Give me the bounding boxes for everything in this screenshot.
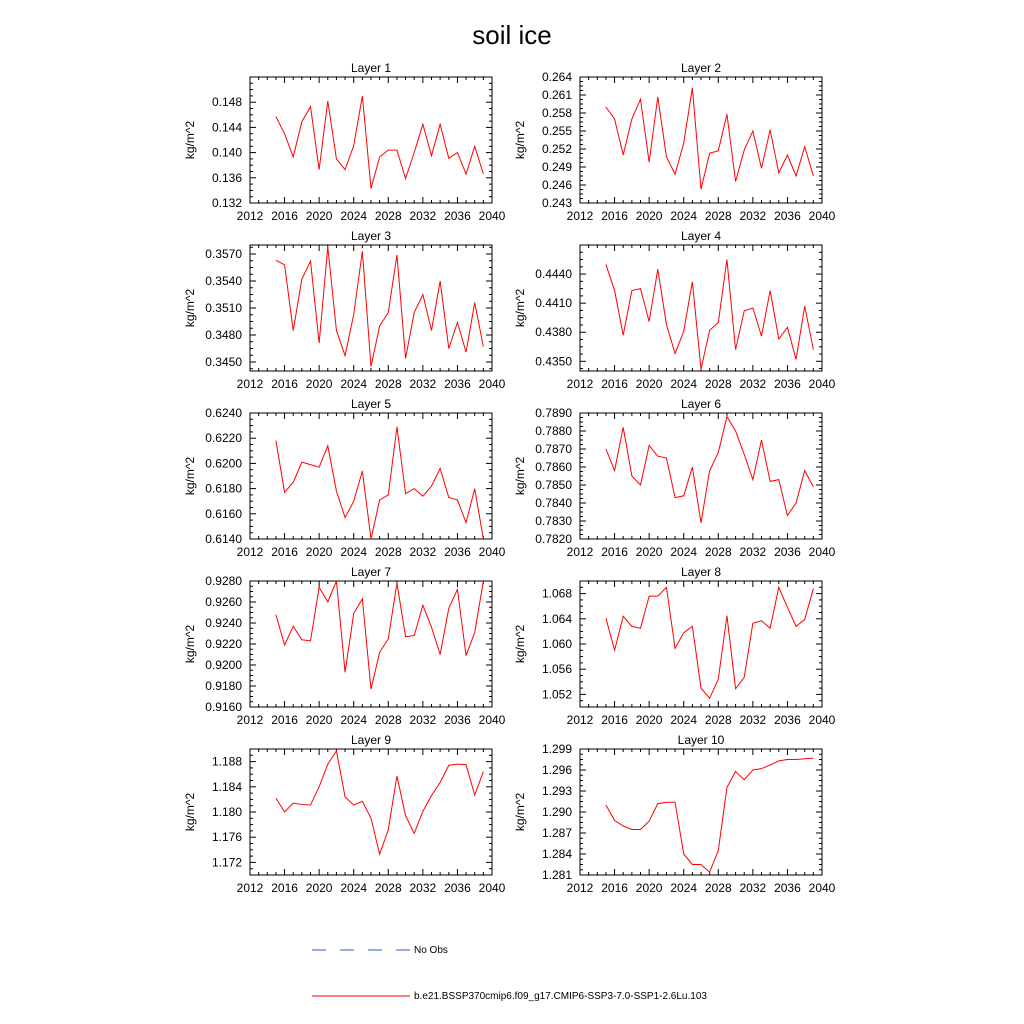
x-tick-label: 2036	[444, 713, 471, 727]
x-tick-label: 2020	[305, 209, 333, 223]
y-tick-label: 0.9240	[205, 616, 242, 630]
y-tick-label: 0.7830	[535, 514, 572, 528]
panel-layer-10	[513, 733, 836, 895]
y-tick-label: 1.284	[541, 847, 572, 861]
x-tick-label: 2036	[774, 377, 801, 391]
y-axis-label: kg/m^2	[183, 288, 197, 328]
y-tick-label: 0.4440	[535, 267, 572, 282]
x-tick-label: 2020	[635, 713, 663, 727]
y-tick-label: 0.7880	[535, 424, 572, 438]
y-axis-label: kg/m^2	[513, 456, 527, 496]
y-tick-label: 0.249	[541, 160, 572, 174]
y-tick-label: 0.132	[211, 196, 242, 210]
plot-frame	[250, 245, 492, 371]
x-tick-label: 2012	[236, 209, 264, 223]
x-tick-label: 2028	[704, 713, 732, 727]
x-tick-label: 2016	[271, 209, 298, 223]
y-tick-label: 0.9260	[205, 595, 242, 609]
x-tick-label: 2020	[305, 713, 333, 727]
x-tick-label: 2036	[774, 713, 801, 727]
x-tick-label: 2028	[704, 881, 732, 895]
x-tick-label: 2032	[409, 209, 437, 223]
y-tick-label: 0.7820	[535, 532, 572, 546]
x-tick-label: 2016	[601, 881, 628, 895]
y-tick-label: 0.3570	[205, 247, 242, 261]
y-tick-label: 0.6240	[205, 406, 242, 420]
y-tick-label: 0.6140	[205, 532, 242, 546]
panel-title: Layer 6	[680, 397, 722, 411]
series-line	[276, 581, 483, 689]
y-tick-label: 1.052	[541, 687, 572, 702]
y-axis-label: kg/m^2	[183, 624, 197, 664]
x-tick-label: 2028	[704, 209, 732, 223]
x-tick-label: 2012	[566, 545, 594, 559]
x-tick-label: 2012	[236, 545, 264, 559]
x-tick-label: 2020	[635, 209, 663, 223]
y-tick-label: 0.148	[211, 95, 242, 110]
y-tick-label: 1.068	[541, 586, 572, 601]
x-tick-label: 2032	[739, 545, 767, 559]
y-tick-label: 0.7860	[535, 460, 572, 474]
y-tick-label: 0.264	[541, 70, 572, 84]
y-tick-label: 0.7840	[535, 496, 572, 510]
x-tick-label: 2036	[444, 545, 471, 559]
panel-layer-9	[183, 733, 506, 895]
y-tick-label: 1.064	[541, 611, 572, 626]
panel-title: Layer 4	[680, 229, 722, 243]
y-tick-label: 1.172	[211, 855, 242, 870]
panel-layer-5	[183, 397, 506, 559]
y-tick-label: 0.144	[211, 120, 242, 135]
y-axis-label: kg/m^2	[513, 792, 527, 832]
x-tick-label: 2016	[601, 209, 628, 223]
x-tick-label: 2028	[374, 377, 402, 391]
x-tick-label: 2036	[774, 545, 801, 559]
y-tick-label: 0.6200	[205, 456, 242, 471]
y-tick-label: 0.4350	[535, 354, 572, 369]
x-tick-label: 2036	[444, 209, 471, 223]
y-tick-label: 0.9280	[205, 574, 242, 588]
x-tick-label: 2016	[271, 881, 298, 895]
x-tick-label: 2032	[739, 209, 767, 223]
y-tick-label: 0.9180	[205, 679, 242, 693]
x-tick-label: 2016	[271, 377, 298, 391]
x-tick-label: 2040	[808, 377, 836, 391]
x-tick-label: 2012	[236, 377, 264, 391]
y-tick-label: 0.6220	[205, 431, 242, 446]
y-tick-label: 1.281	[541, 868, 572, 882]
x-tick-label: 2016	[601, 377, 628, 391]
x-tick-label: 2024	[340, 209, 368, 223]
y-axis-label: kg/m^2	[183, 792, 197, 832]
x-tick-label: 2012	[236, 713, 264, 727]
x-tick-label: 2032	[409, 713, 437, 727]
series-line	[606, 587, 813, 698]
x-tick-label: 2032	[409, 881, 437, 895]
y-tick-label: 0.9160	[205, 700, 242, 714]
x-tick-label: 2016	[271, 545, 298, 559]
y-tick-label: 0.243	[541, 196, 572, 210]
x-tick-label: 2020	[635, 377, 663, 391]
x-tick-label: 2028	[374, 713, 402, 727]
plot-frame	[580, 245, 822, 371]
x-tick-label: 2020	[305, 545, 333, 559]
x-tick-label: 2040	[478, 881, 506, 895]
x-tick-label: 2024	[340, 377, 368, 391]
x-tick-label: 2040	[478, 209, 506, 223]
series-line	[276, 427, 483, 539]
x-tick-label: 2040	[478, 713, 506, 727]
series-line	[276, 751, 483, 854]
y-tick-label: 0.7870	[535, 442, 572, 456]
series-line	[276, 247, 483, 367]
y-tick-label: 0.9220	[205, 637, 242, 651]
y-axis-label: kg/m^2	[513, 288, 527, 328]
y-tick-label: 0.3450	[205, 355, 242, 369]
legend	[312, 945, 707, 1002]
y-axis-label: kg/m^2	[183, 120, 197, 160]
panel-title: Layer 8	[680, 565, 722, 579]
series-line	[606, 88, 813, 189]
x-tick-label: 2040	[808, 545, 836, 559]
x-tick-label: 2028	[374, 209, 402, 223]
panel-title: Layer 2	[680, 61, 722, 75]
y-tick-label: 0.252	[541, 142, 572, 156]
y-tick-label: 0.136	[211, 170, 242, 185]
x-tick-label: 2012	[566, 713, 594, 727]
y-tick-label: 0.6160	[205, 506, 242, 521]
y-tick-label: 0.7850	[535, 478, 572, 492]
y-tick-label: 0.261	[541, 88, 572, 102]
y-tick-label: 1.188	[211, 754, 242, 769]
x-tick-label: 2020	[305, 377, 333, 391]
y-tick-label: 0.3510	[205, 301, 242, 315]
y-tick-label: 0.255	[541, 124, 572, 138]
y-tick-label: 1.176	[211, 830, 242, 845]
y-tick-label: 0.7890	[535, 406, 572, 420]
y-tick-label: 1.060	[541, 637, 572, 651]
x-tick-label: 2024	[670, 545, 698, 559]
y-tick-label: 0.3540	[205, 274, 242, 288]
x-tick-label: 2012	[566, 209, 594, 223]
panel-layer-2	[513, 61, 836, 223]
y-tick-label: 0.246	[541, 178, 572, 192]
y-tick-label: 0.4410	[535, 296, 572, 311]
plot-frame	[250, 413, 492, 539]
x-tick-label: 2036	[444, 377, 471, 391]
x-tick-label: 2032	[739, 377, 767, 391]
x-tick-label: 2016	[271, 713, 298, 727]
panel-title: Layer 9	[350, 733, 392, 747]
plot-frame	[250, 749, 492, 875]
series-line	[606, 758, 813, 872]
y-axis-label: kg/m^2	[183, 456, 197, 496]
panel-title: Layer 1	[350, 61, 392, 75]
x-tick-label: 2028	[374, 545, 402, 559]
x-tick-label: 2040	[808, 881, 836, 895]
x-tick-label: 2040	[478, 377, 506, 391]
x-tick-label: 2020	[635, 545, 663, 559]
figure-title: soil ice	[472, 20, 552, 50]
x-tick-label: 2024	[670, 377, 698, 391]
y-tick-label: 0.140	[211, 145, 242, 160]
series-line	[606, 260, 813, 370]
x-tick-label: 2036	[444, 881, 471, 895]
panel-title: Layer 10	[677, 733, 725, 747]
x-tick-label: 2040	[478, 545, 506, 559]
legend-model-label: b.e21.BSSP370cmip6.f09_g17.CMIP6-SSP3-7.0-SSP1-2.6Lu.103	[414, 991, 707, 1002]
x-tick-label: 2028	[704, 545, 732, 559]
panel-layer-7	[183, 565, 506, 727]
panel-title: Layer 3	[350, 229, 392, 243]
y-tick-label: 1.290	[541, 805, 572, 819]
x-tick-label: 2036	[774, 881, 801, 895]
x-tick-label: 2016	[601, 713, 628, 727]
y-tick-label: 1.180	[211, 805, 242, 819]
x-tick-label: 2024	[340, 545, 368, 559]
panels	[183, 61, 836, 895]
panel-layer-8	[513, 565, 836, 727]
x-tick-label: 2028	[704, 377, 732, 391]
y-tick-label: 0.9200	[205, 658, 242, 672]
x-tick-label: 2032	[409, 545, 437, 559]
x-tick-label: 2012	[566, 377, 594, 391]
x-tick-label: 2028	[374, 881, 402, 895]
y-tick-label: 0.4380	[535, 325, 572, 340]
x-tick-label: 2016	[601, 545, 628, 559]
x-tick-label: 2040	[808, 713, 836, 727]
x-tick-label: 2012	[566, 881, 594, 895]
x-tick-label: 2020	[305, 881, 333, 895]
y-tick-label: 1.299	[541, 742, 572, 756]
y-tick-label: 0.3480	[205, 328, 242, 342]
panel-layer-3	[183, 229, 506, 391]
x-tick-label: 2032	[739, 881, 767, 895]
y-tick-label: 1.287	[541, 826, 572, 840]
panel-title: Layer 5	[350, 397, 392, 411]
x-tick-label: 2024	[670, 209, 698, 223]
x-tick-label: 2036	[774, 209, 801, 223]
y-axis-label: kg/m^2	[513, 120, 527, 160]
y-tick-label: 1.184	[211, 779, 242, 794]
x-tick-label: 2024	[340, 881, 368, 895]
x-tick-label: 2020	[635, 881, 663, 895]
legend-no-obs-label: No Obs	[414, 945, 448, 956]
plot-frame	[580, 749, 822, 875]
x-tick-label: 2032	[739, 713, 767, 727]
y-tick-label: 1.296	[541, 763, 572, 777]
x-tick-label: 2032	[409, 377, 437, 391]
panel-layer-4	[513, 229, 836, 391]
y-tick-label: 0.258	[541, 106, 572, 120]
panel-layer-1	[183, 61, 506, 223]
y-tick-label: 1.293	[541, 784, 572, 798]
series-line	[606, 417, 813, 523]
x-tick-label: 2040	[808, 209, 836, 223]
panel-title: Layer 7	[350, 565, 392, 579]
x-tick-label: 2024	[670, 881, 698, 895]
x-tick-label: 2012	[236, 881, 264, 895]
panel-layer-6	[513, 397, 836, 559]
series-line	[276, 96, 483, 189]
y-tick-label: 1.056	[541, 662, 572, 677]
y-tick-label: 0.6180	[205, 481, 242, 496]
x-tick-label: 2024	[670, 713, 698, 727]
y-axis-label: kg/m^2	[513, 624, 527, 664]
x-tick-label: 2024	[340, 713, 368, 727]
